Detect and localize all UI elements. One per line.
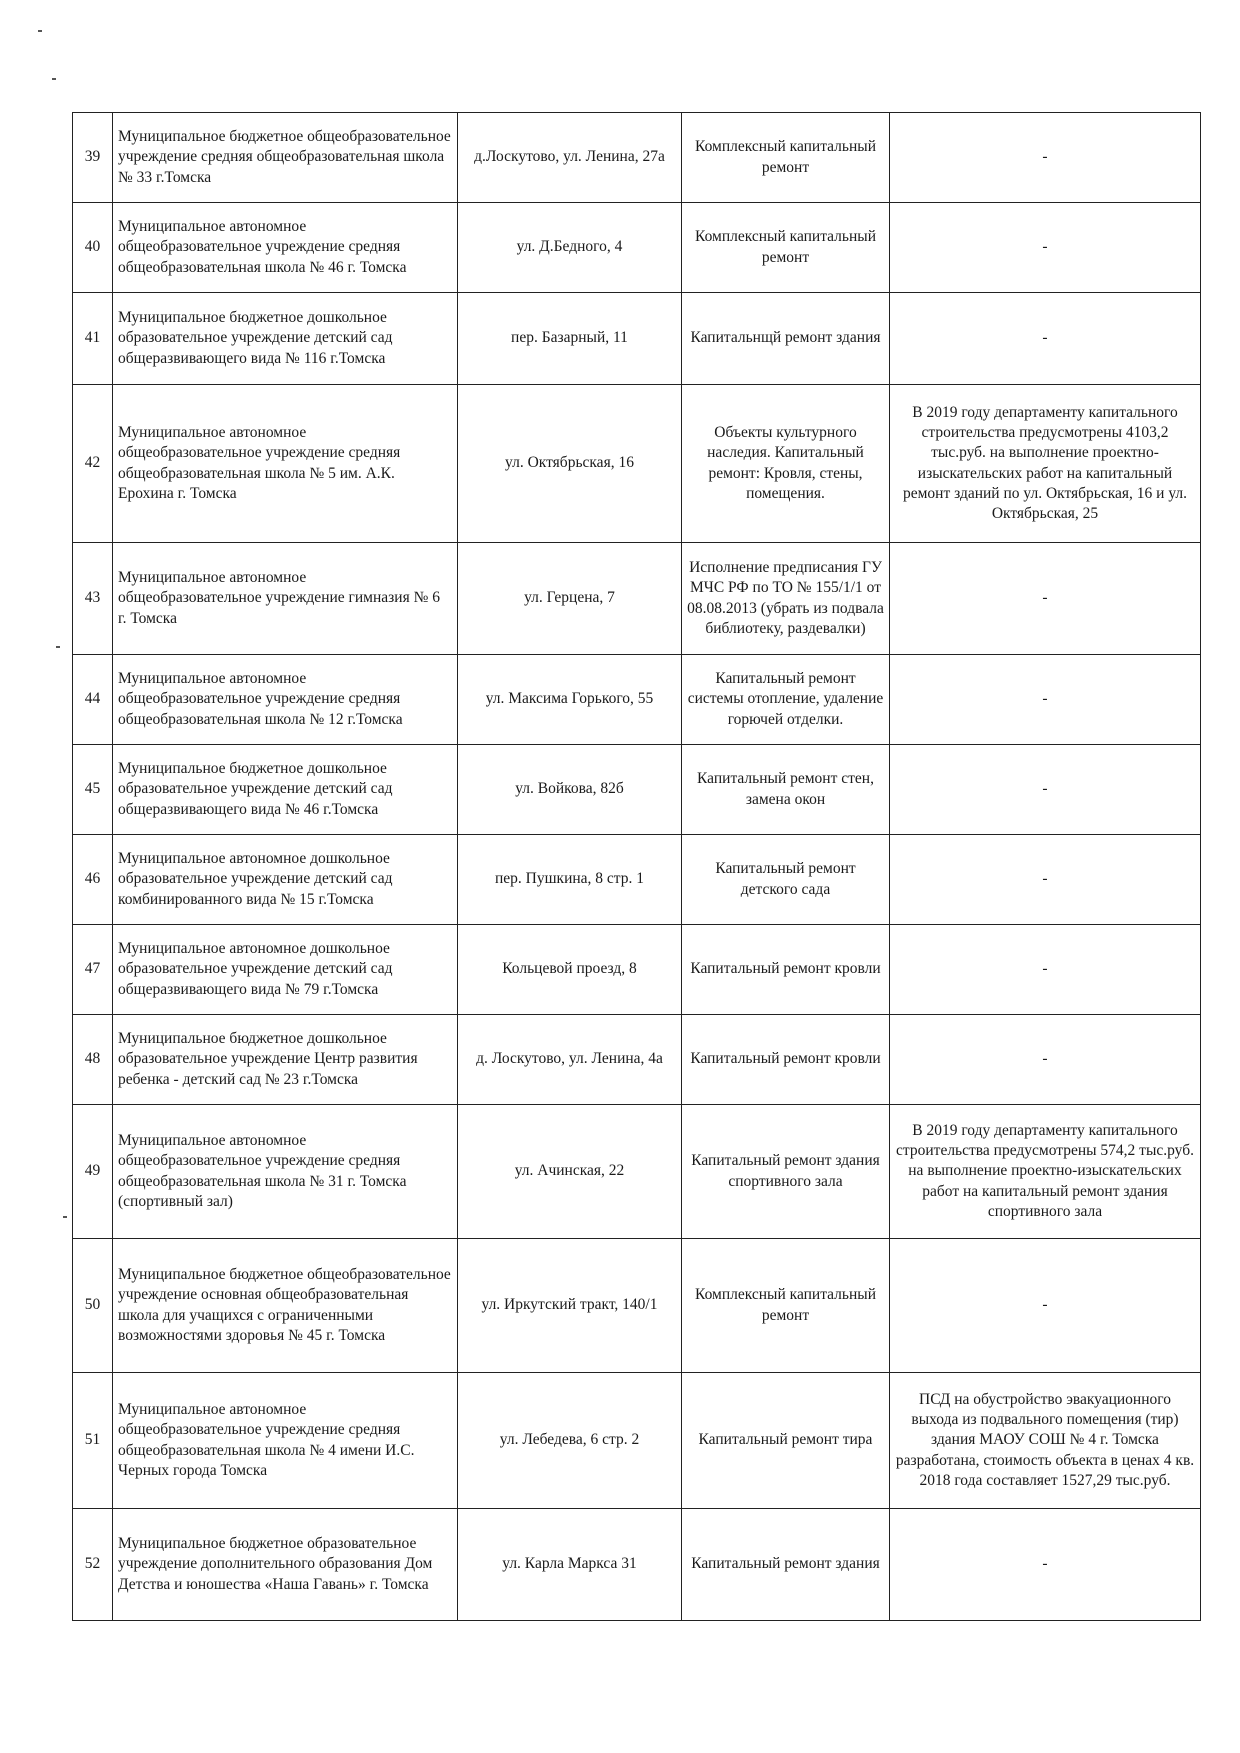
row-number: 48 <box>73 1015 113 1105</box>
row-number: 47 <box>73 925 113 1015</box>
table-row <box>73 293 1201 385</box>
address: ул. Октябрьская, 16 <box>458 385 682 543</box>
institution-name: Муниципальное автономное общеобразовательное учреждение гимназия № 6 г. Томска <box>113 543 458 655</box>
work-type: Комплексный капитальный ремонт <box>682 1239 890 1373</box>
note: - <box>890 1509 1201 1621</box>
address: ул. Максима Горького, 55 <box>458 655 682 745</box>
work-type: Капитальный ремонт кровли <box>682 1015 890 1105</box>
address: ул. Войкова, 82б <box>458 745 682 835</box>
table-row <box>73 385 1201 543</box>
row-number: 39 <box>73 113 113 203</box>
table-row <box>73 543 1201 655</box>
work-type: Капитальный ремонт кровли <box>682 925 890 1015</box>
row-number: 41 <box>73 293 113 385</box>
institution-name: Муниципальное автономное дошкольное образовательное учреждение детский сад общеразвивающего вида № 79 г.Томска <box>113 925 458 1015</box>
work-type: Капитальный ремонт стен, замена окон <box>682 745 890 835</box>
institution-name: Муниципальное бюджетное дошкольное образовательное учреждение детский сад общеразвивающего вида № 116 г.Томска <box>113 293 458 385</box>
table-row <box>73 655 1201 745</box>
row-number: 43 <box>73 543 113 655</box>
note: - <box>890 925 1201 1015</box>
table-row <box>73 1105 1201 1239</box>
table-row <box>73 1015 1201 1105</box>
work-type: Капитальный ремонт здания <box>682 1509 890 1621</box>
address: д. Лоскутово, ул. Ленина, 4а <box>458 1015 682 1105</box>
work-type: Капитальный ремонт тира <box>682 1373 890 1509</box>
note: ПСД на обустройство эвакуационного выхода из подвального помещения (тир) здания МАОУ СОШ № 4 г. Томска разработана, стоимость объекта в ценах 4 кв. 2018 года составляет 1527,29 тыс.руб. <box>890 1373 1201 1509</box>
table-row <box>73 203 1201 293</box>
institution-name: Муниципальное автономное общеобразовательное учреждение средняя общеобразовательная школа № 46 г. Томска <box>113 203 458 293</box>
address: пер. Пушкина, 8 стр. 1 <box>458 835 682 925</box>
institution-name: Муниципальное автономное общеобразовательное учреждение средняя общеобразовательная школа № 12 г.Томска <box>113 655 458 745</box>
work-type: Объекты культурного наследия. Капитальный ремонт: Кровля, стены, помещения. <box>682 385 890 543</box>
work-type: Исполнение предписания ГУ МЧС РФ по ТО № 155/1/1 от 08.08.2013 (убрать из подвала библиотеку, раздевалки) <box>682 543 890 655</box>
work-type: Капитальный ремонт детского сада <box>682 835 890 925</box>
address: ул. Д.Бедного, 4 <box>458 203 682 293</box>
row-number: 46 <box>73 835 113 925</box>
address: ул. Иркутский тракт, 140/1 <box>458 1239 682 1373</box>
table-row <box>73 1509 1201 1621</box>
scan-mark <box>63 1216 67 1218</box>
scan-mark <box>38 30 42 32</box>
table-row <box>73 1239 1201 1373</box>
institution-name: Муниципальное бюджетное дошкольное образовательное учреждение Центр развития ребенка - детский сад № 23 г.Томска <box>113 1015 458 1105</box>
address: пер. Базарный, 11 <box>458 293 682 385</box>
row-number: 50 <box>73 1239 113 1373</box>
table-row <box>73 835 1201 925</box>
note: - <box>890 203 1201 293</box>
institution-name: Муниципальное бюджетное дошкольное образовательное учреждение детский сад общеразвивающего вида № 46 г.Томска <box>113 745 458 835</box>
note: - <box>890 293 1201 385</box>
row-number: 51 <box>73 1373 113 1509</box>
note: - <box>890 655 1201 745</box>
note: - <box>890 113 1201 203</box>
address: ул. Карла Маркса 31 <box>458 1509 682 1621</box>
table-row <box>73 925 1201 1015</box>
institution-name: Муниципальное бюджетное образовательное учреждение дополнительного образования Дом Детства и юношества «Наша Гавань» г. Томска <box>113 1509 458 1621</box>
scan-mark <box>52 78 56 80</box>
address: ул. Лебедева, 6 стр. 2 <box>458 1373 682 1509</box>
work-type: Капитальнщй ремонт здания <box>682 293 890 385</box>
note: - <box>890 745 1201 835</box>
address: ул. Ачинская, 22 <box>458 1105 682 1239</box>
note: В 2019 году департаменту капитального строительства предусмотрены 574,2 тыс.руб. на выполнение проектно-изыскательских работ на капитальный ремонт здания спортивного зала <box>890 1105 1201 1239</box>
row-number: 44 <box>73 655 113 745</box>
institution-name: Муниципальное автономное общеобразовательное учреждение средняя общеобразовательная школа № 31 г. Томска (спортивный зал) <box>113 1105 458 1239</box>
work-type: Капитальный ремонт здания спортивного зала <box>682 1105 890 1239</box>
row-number: 45 <box>73 745 113 835</box>
table-row <box>73 745 1201 835</box>
scan-mark <box>56 646 60 648</box>
note: - <box>890 1239 1201 1373</box>
note: - <box>890 835 1201 925</box>
note: - <box>890 543 1201 655</box>
institution-name: Муниципальное автономное дошкольное образовательное учреждение детский сад комбинированного вида № 15 г.Томска <box>113 835 458 925</box>
work-type: Капитальный ремонт системы отопление, удаление горючей отделки. <box>682 655 890 745</box>
note: - <box>890 1015 1201 1105</box>
objects-table <box>72 112 1201 1621</box>
note: В 2019 году департаменту капитального строительства предусмотрены 4103,2 тыс.руб. на выполнение проектно-изыскательских работ на капитальный ремонт зданий по ул. Октябрьская, 16 и ул. Октябрьская, 25 <box>890 385 1201 543</box>
institution-name: Муниципальное автономное общеобразовательное учреждение средняя общеобразовательная школа № 5 им. А.К. Ерохина г. Томска <box>113 385 458 543</box>
address: Кольцевой проезд, 8 <box>458 925 682 1015</box>
row-number: 49 <box>73 1105 113 1239</box>
address: д.Лоскутово, ул. Ленина, 27а <box>458 113 682 203</box>
table-row <box>73 113 1201 203</box>
table-row <box>73 1373 1201 1509</box>
institution-name: Муниципальное бюджетное общеобразовательное учреждение основная общеобразовательная школа для учащихся с ограниченными возможностями здоровья № 45 г. Томска <box>113 1239 458 1373</box>
institution-name: Муниципальное автономное общеобразовательное учреждение средняя общеобразовательная школа № 4 имени И.С. Черных города Томска <box>113 1373 458 1509</box>
row-number: 52 <box>73 1509 113 1621</box>
work-type: Комплексный капитальный ремонт <box>682 113 890 203</box>
row-number: 42 <box>73 385 113 543</box>
row-number: 40 <box>73 203 113 293</box>
address: ул. Герцена, 7 <box>458 543 682 655</box>
work-type: Комплексный капитальный ремонт <box>682 203 890 293</box>
institution-name: Муниципальное бюджетное общеобразовательное учреждение средняя общеобразовательная школа № 33 г.Томска <box>113 113 458 203</box>
